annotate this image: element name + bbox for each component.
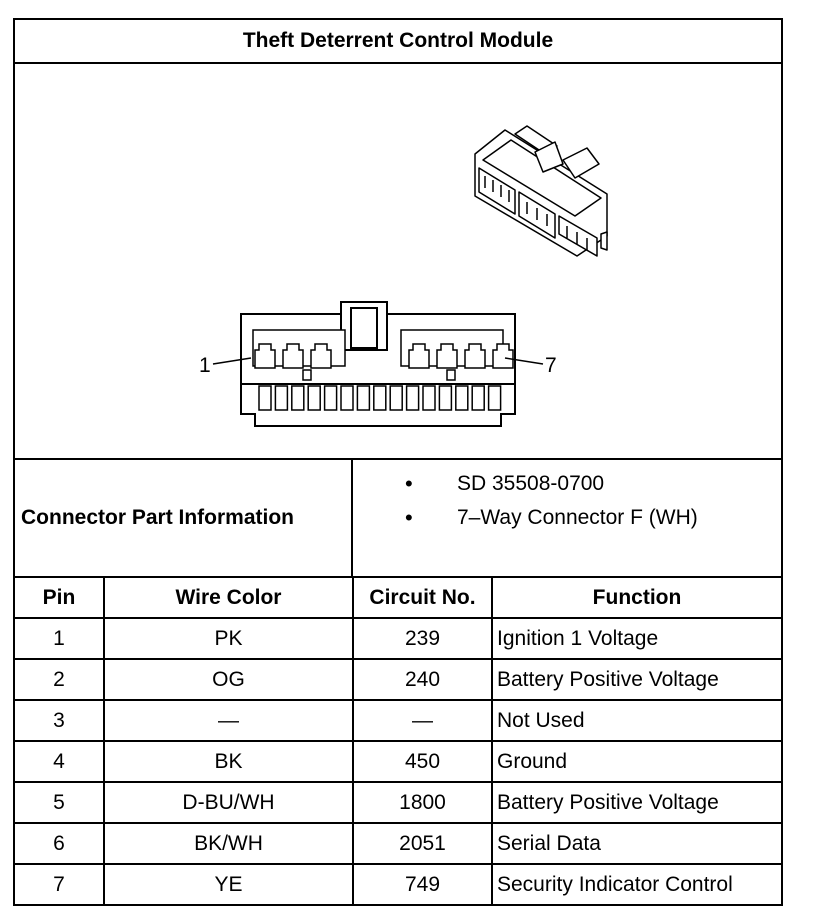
wire-color-cell: YE [104, 864, 353, 904]
pin-cell: 2 [15, 659, 104, 700]
terminal-slot [275, 386, 287, 410]
bullet-icon: • [405, 471, 413, 496]
connector-info-item [405, 504, 781, 538]
circuit-cell: 240 [353, 659, 492, 700]
terminal-slot [439, 386, 451, 410]
connector-description: 7–Way Connector F (WH) [457, 506, 698, 529]
table-row [15, 700, 781, 741]
pin7-label: 7 [545, 354, 557, 377]
function-cell: Security Indicator Control [492, 864, 781, 904]
connector-figure [15, 64, 781, 460]
circuit-cell: 239 [353, 618, 492, 659]
header-wire-color: Wire Color [104, 578, 353, 618]
terminal-slot [308, 386, 320, 410]
latch-notch-2 [447, 370, 455, 380]
pin-cell: 3 [15, 700, 104, 741]
connector-info-list [353, 460, 781, 576]
terminal-slot [407, 386, 419, 410]
terminal-slot [374, 386, 386, 410]
connector-info-label: Connector Part Information [15, 460, 353, 576]
pin1-label: 1 [199, 354, 211, 377]
rear-slots [259, 386, 501, 410]
pin-cell: 1 [15, 618, 104, 659]
function-cell: Battery Positive Voltage [492, 659, 781, 700]
table-row [15, 741, 781, 782]
circuit-cell: 1800 [353, 782, 492, 823]
latch-notch-1 [303, 370, 311, 380]
terminal-slot [341, 386, 353, 410]
connector-isometric-icon [475, 126, 607, 256]
function-cell: Not Used [492, 700, 781, 741]
wire-color-cell: — [104, 700, 353, 741]
pinout-table [15, 578, 781, 904]
terminal-slot [423, 386, 435, 410]
connector-info-item [405, 470, 781, 504]
function-cell: Ground [492, 741, 781, 782]
terminal-slot [390, 386, 402, 410]
function-cell: Ignition 1 Voltage [492, 618, 781, 659]
pin-cell: 4 [15, 741, 104, 782]
terminal-slot [259, 386, 271, 410]
table-row [15, 618, 781, 659]
circuit-cell: 2051 [353, 823, 492, 864]
connector-illustration [15, 64, 781, 458]
table-row [15, 782, 781, 823]
wire-color-cell: PK [104, 618, 353, 659]
bullet-icon: • [405, 505, 413, 530]
table-row [15, 823, 781, 864]
table-row [15, 659, 781, 700]
wire-color-cell: OG [104, 659, 353, 700]
table-row [15, 864, 781, 904]
module-title: Theft Deterrent Control Module [15, 20, 781, 64]
terminal-slot [292, 386, 304, 410]
pin-cell: 6 [15, 823, 104, 864]
wire-color-cell: BK [104, 741, 353, 782]
terminal-slot [325, 386, 337, 410]
circuit-cell: 749 [353, 864, 492, 904]
pin-cell: 5 [15, 782, 104, 823]
header-pin: Pin [15, 578, 104, 618]
terminal-slot [357, 386, 369, 410]
header-function: Function [492, 578, 781, 618]
terminal-slot [456, 386, 468, 410]
wire-color-cell: D-BU/WH [104, 782, 353, 823]
connector-sheet [13, 18, 783, 906]
function-cell: Serial Data [492, 823, 781, 864]
header-circuit-no: Circuit No. [353, 578, 492, 618]
pin-cell: 7 [15, 864, 104, 904]
terminal-slot [472, 386, 484, 410]
circuit-cell: 450 [353, 741, 492, 782]
connector-part-information [15, 460, 781, 578]
function-cell: Battery Positive Voltage [492, 782, 781, 823]
connector-part-number: SD 35508-0700 [457, 472, 605, 495]
wire-color-cell: BK/WH [104, 823, 353, 864]
circuit-cell: — [353, 700, 492, 741]
terminal-slot [489, 386, 501, 410]
table-header-row [15, 578, 781, 618]
